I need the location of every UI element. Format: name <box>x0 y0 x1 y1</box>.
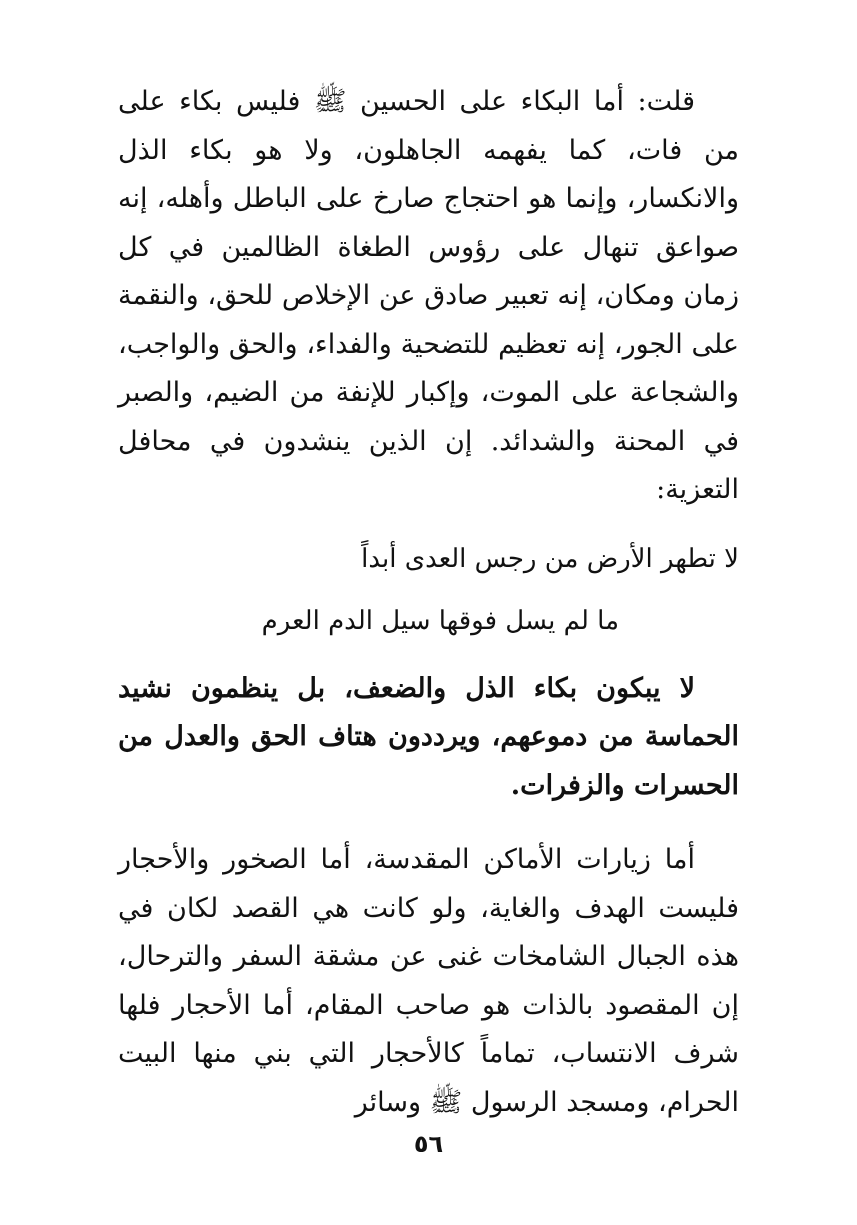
page-number: ٥٦ <box>413 1130 444 1158</box>
poem-verse-line-1: لا تطهر الأرض من رجس العدى أبداً <box>361 543 739 574</box>
body-paragraph-1: قلت: أما البكاء على الحسين ﷺ فليس بكاء على من فات، كما يفهمه الجاهلون، ولا هو بكاء الذل والانكسار، وإنما هو احتجاج صارخ على الباطل وأهله، إنه صواعق تنهال على رؤوس الطغاة الظالمين في كل زمان ومكان، إنه تعبير صادق عن الإخلاص للحق، والنقمة على الجور، إنه تعظيم للتضحية والفداء، والحق والواجب، والشجاعة على الموت، وإكبار للإنفة من الضيم، والصبر في المحنة والشدائد. إن الذين ينشدون في محافل التعزية: <box>118 86 739 505</box>
body-paragraph-3: أما زيارات الأماكن المقدسة، أما الصخور والأحجار فليست الهدف والغاية، ولو كانت هي القصد لكان في هذه الجبال الشامخات غنى عن مشقة السفر والترحال، إن المقصود بالذات هو صاحب المقام، أما الأحجار فلها شرف الانتساب، تماماً كالأحجار التي بني منها البيت الحرام، ومسجد الرسول ﷺ وسائر <box>118 844 739 1118</box>
poem-verse-line-2: ما لم يسل فوقها سيل الدم العرم <box>261 605 619 636</box>
page-content <box>118 78 739 1127</box>
body-paragraph-2: لا يبكون بكاء الذل والضعف، بل ينظمون نشيد الحماسة من دموعهم، ويرددون هتاف الحق والعدل من الحسرات والزفرات. <box>118 672 739 801</box>
